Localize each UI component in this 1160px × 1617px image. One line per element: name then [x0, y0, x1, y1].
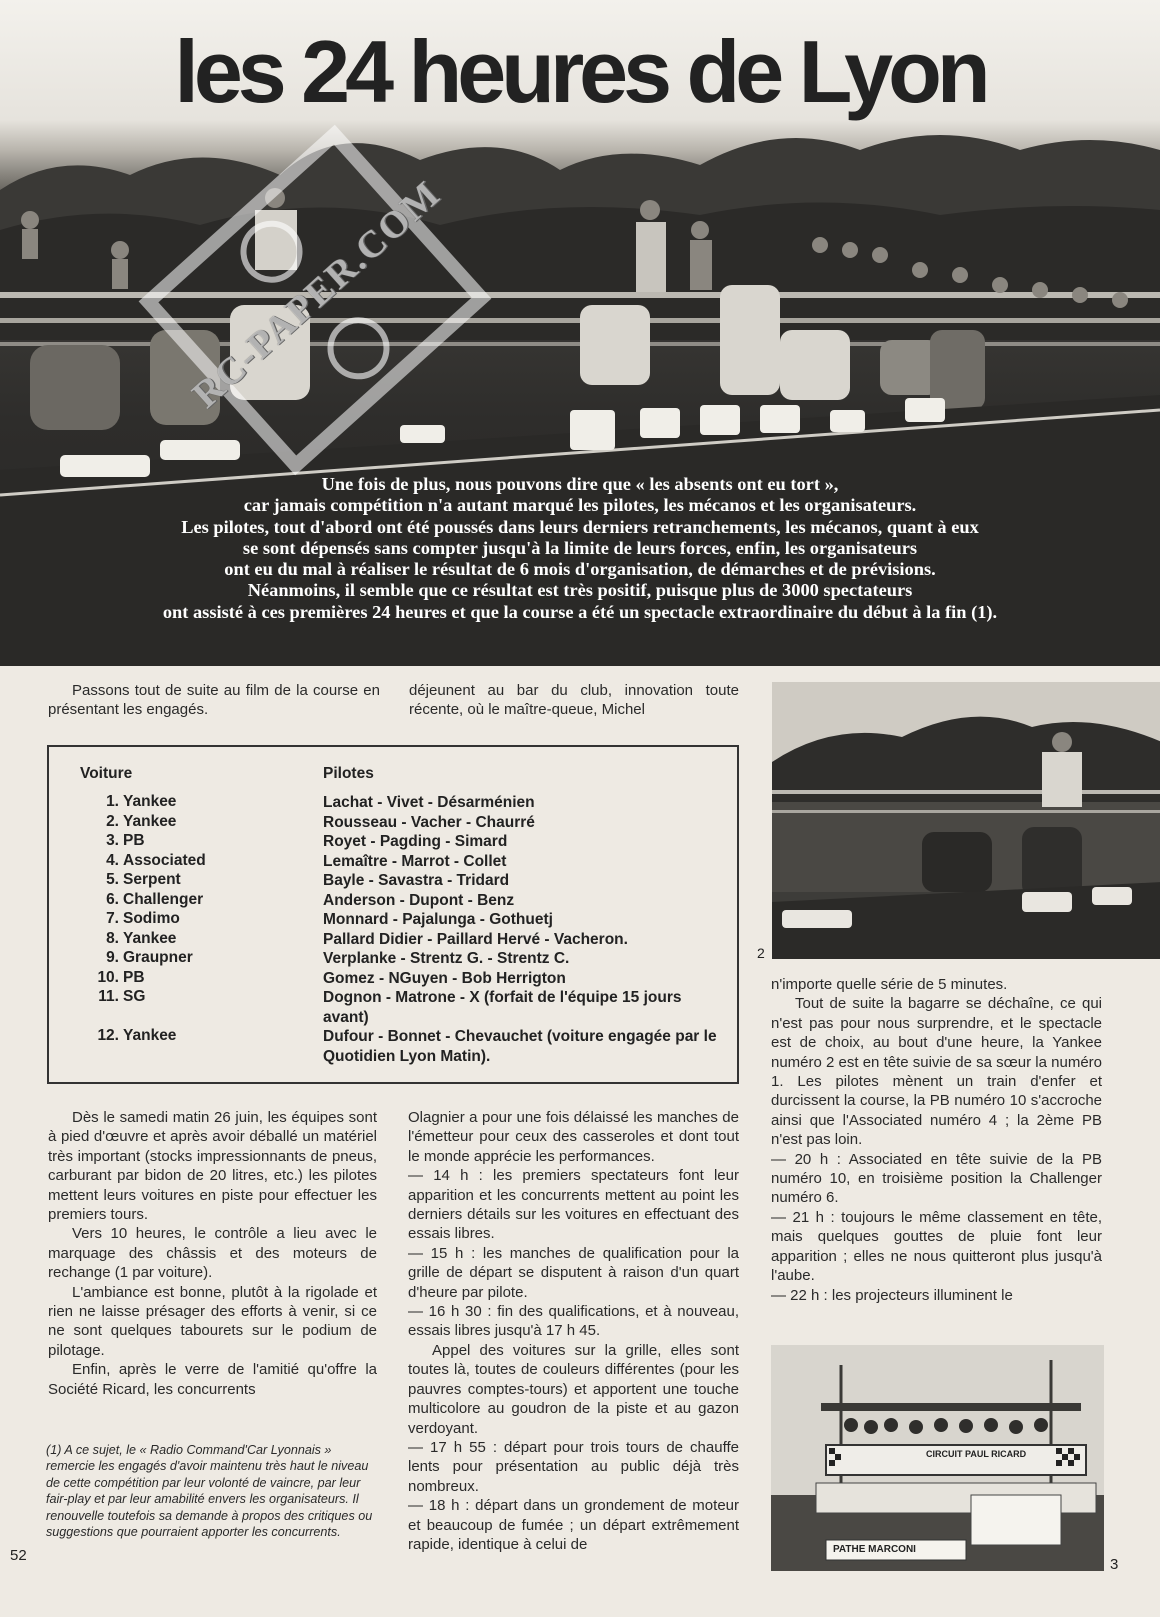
paragraph: — 22 h : les projecteurs illuminent le: [771, 1286, 1013, 1304]
column-1: [48, 1108, 377, 1399]
paragraph: Passons tout de suite au film de la course en présentant les engagés.: [48, 682, 380, 719]
paragraph: déjeunent au bar du club, innovation toute récente, où le maître-queue, Michel: [409, 682, 739, 719]
paragraph: L'ambiance est bonne, plutôt à la rigolade et rien ne laisse présager des efforts à venir, si ce ne sont quelques tabourets sur le podium de pilotage.: [48, 1283, 377, 1359]
table-header-car: Voiture: [80, 765, 133, 782]
intro-line: ont assisté à ces premières 24 heures et que la course a été un spectacle extraordinaire du début à la fin (1).: [162, 601, 998, 622]
article-title: les 24 heures de Lyon: [174, 22, 986, 121]
photo-2-scene: [772, 682, 1160, 959]
paragraph: Tout de suite la bagarre se déchaîne, ce qui n'est pas pour nous surprendre, et le spectacle est de choix, au bout d'une heure, la Yankee numéro 2 est en tête suivie de sa sœur la numéro 1. Les pilotes mènent un train d'enfer et durcissent la course, la PB numéro 10 s'accroche ainsi que l'Associated numéro 4 ; la 2ème PB n'est pas loin.: [771, 995, 1102, 1149]
paragraph: — 20 h : Associated en tête suivie de la PB numéro 10, en troisième position la Challenger numéro 6.: [771, 1150, 1102, 1207]
paragraph: Appel des voitures sur la grille, elles sont toutes là, toutes de couleurs différentes (pour les pauvres comptes-tours) et apportent une touche multicolore au goudron de la piste et au gazon verdoyant.: [408, 1341, 739, 1437]
paragraph: Enfin, après le verre de l'amitié qu'offre la Société Ricard, les concurrents: [48, 1361, 377, 1398]
row-number: 6.: [106, 890, 119, 908]
row-car: SG: [123, 988, 146, 1005]
row-car: Serpent: [123, 871, 181, 888]
row-car: Challenger: [123, 890, 204, 908]
paragraph: Olagnier a pour une fois délaissé les manches de l'émetteur pour ceux des casseroles et dont tout le monde apprécie les performances.: [408, 1109, 739, 1165]
row-pilots: Rousseau - Vacher - Chaurré: [323, 813, 535, 831]
column-2: [408, 1108, 739, 1554]
paragraph: Dès le samedi matin 26 juin, les équipes sont à pied d'œuvre et après avoir déballé un matériel très important (stocks impressionnants de pneus, carburant par bidon de 20 litres, etc.) les pilotes mettent leurs voitures en piste pour effectuer les premiers tours.: [48, 1109, 377, 1224]
row-number: 11.: [98, 988, 119, 1005]
row-pilots: Lemaître - Marrot - Collet: [323, 852, 507, 870]
paragraph: — 17 h 55 : départ pour trois tours de chauffe lents pour présentation au public déjà très nombreux.: [408, 1438, 739, 1495]
row-number: 5.: [106, 871, 119, 888]
row-number: 3.: [106, 832, 119, 849]
column-1-intro: [48, 681, 380, 720]
paragraph: — 15 h : les manches de qualification pour la grille de départ se disputent à raison d'un quart d'heure par pilote.: [408, 1244, 739, 1301]
hero-photo: [0, 0, 1160, 666]
row-number: 4.: [106, 851, 119, 869]
intro-paragraph: [90, 474, 1070, 623]
paragraph: — 18 h : départ dans un grondement de moteur et beaucoup de fumée ; un départ extrêmement rapide, identique à celui de: [408, 1497, 739, 1553]
footnote: (1) A ce sujet, le « Radio Command'Car Lyonnais » remercie les engagés d'avoir maintenu très haut le niveau de cette compétition par leur volonté de vaincre, par leur fair-play et par leur amabilité envers les organisateurs. Il renouvelle toutefois sa demande à propos des critiques ou suggestions que pourraient apporter les concurrents.: [46, 1443, 373, 1540]
photo-3-pilot-stand: [771, 1345, 1104, 1571]
row-number: 1.: [106, 793, 119, 810]
paragraph: Vers 10 heures, le contrôle a lieu avec le marquage des châssis et des moteurs de rechange (1 par voiture).: [48, 1225, 377, 1282]
row-number: 2.: [106, 812, 119, 830]
page-number-left: 52: [10, 1547, 27, 1564]
paragraph: — 21 h : toujours le même classement en tête, mais quelques gouttes de pluie font leur apparition ; elles ne nous quitteront plus jusqu'à l'aube.: [771, 1208, 1102, 1285]
row-pilots: Dognon - Matrone - X (forfait de l'équipe 15 jours avant): [323, 989, 682, 1026]
row-pilots: Lachat - Vivet - Désarménien: [323, 794, 535, 811]
row-number: 7.: [106, 910, 119, 927]
photo-2-race-track: [772, 682, 1160, 959]
entries-table: [47, 745, 739, 1084]
row-car: Yankee: [123, 1027, 177, 1044]
row-number: 8.: [106, 929, 119, 947]
row-pilots: Anderson - Dupont - Benz: [323, 891, 515, 909]
row-car: PB: [123, 968, 145, 986]
row-pilots: Pallard Didier - Paillard Hervé - Vacheron.: [323, 930, 628, 948]
photo-2-number: 2: [757, 945, 765, 961]
column-2-intro: [409, 681, 739, 720]
row-car: PB: [123, 832, 145, 849]
intro-line: Une fois de plus, nous pouvons dire que « les absents ont eu tort »,: [321, 474, 839, 494]
row-car: Yankee: [123, 793, 177, 810]
sign-pathe-marconi: PATHE MARCONI: [833, 1544, 916, 1555]
row-pilots: Gomez - NGuyen - Bob Herrigton: [323, 969, 566, 987]
paragraph: — 14 h : les premiers spectateurs font leur apparition et les concurrents mettent au point les derniers détails sur les voitures en effectuant des essais libres.: [408, 1167, 739, 1243]
row-pilots: Bayle - Savastra - Tridard: [323, 872, 510, 889]
paragraph: — 16 h 30 : fin des qualifications, et à nouveau, essais libres jusqu'à 17 h 45.: [408, 1303, 739, 1340]
row-number: 10.: [97, 968, 119, 986]
intro-line: Néanmoins, il semble que ce résultat est très positif, puisque plus de 3000 spectateurs: [247, 580, 913, 601]
intro-line: ont eu du mal à réaliser le résultat de 6 mois d'organisation, de démarches et de prévisions.: [224, 559, 936, 580]
row-car: Yankee: [123, 812, 177, 830]
row-pilots: Royet - Pagding - Simard: [323, 833, 508, 850]
watermark-text: RC-PAPER.COM: [184, 172, 449, 417]
intro-line: car jamais compétition n'a autant marqué les pilotes, les mécanos et les organisateurs.: [243, 495, 917, 516]
intro-line: Les pilotes, tout d'abord ont été poussés dans leurs derniers retranchements, les mécanos, quant à eux: [181, 516, 979, 537]
intro-line: se sont dépensés sans compter jusqu'à la limite de leurs forces, enfin, les organisateurs: [242, 537, 918, 558]
row-pilots: Dufour - Bonnet - Chevauchet (voiture engagée par le Quotidien Lyon Matin).: [323, 1028, 717, 1065]
row-car: Associated: [123, 851, 206, 869]
row-number: 12.: [97, 1027, 119, 1044]
table-header-pilots: Pilotes: [323, 765, 374, 782]
column-3: [771, 975, 1102, 1305]
row-pilots: Verplanke - Strentz G. - Strentz C.: [323, 950, 570, 967]
row-pilots: Monnard - Pajalunga - Gothuetj: [323, 911, 553, 928]
page-number-right: 3: [1110, 1556, 1119, 1573]
row-car: Graupner: [123, 949, 193, 966]
row-car: Sodimo: [123, 910, 180, 927]
row-car: Yankee: [123, 929, 177, 947]
sign-circuit: CIRCUIT PAUL RICARD: [926, 1449, 1027, 1459]
paragraph: n'importe quelle série de 5 minutes.: [771, 976, 1008, 993]
row-number: 9.: [106, 949, 119, 966]
